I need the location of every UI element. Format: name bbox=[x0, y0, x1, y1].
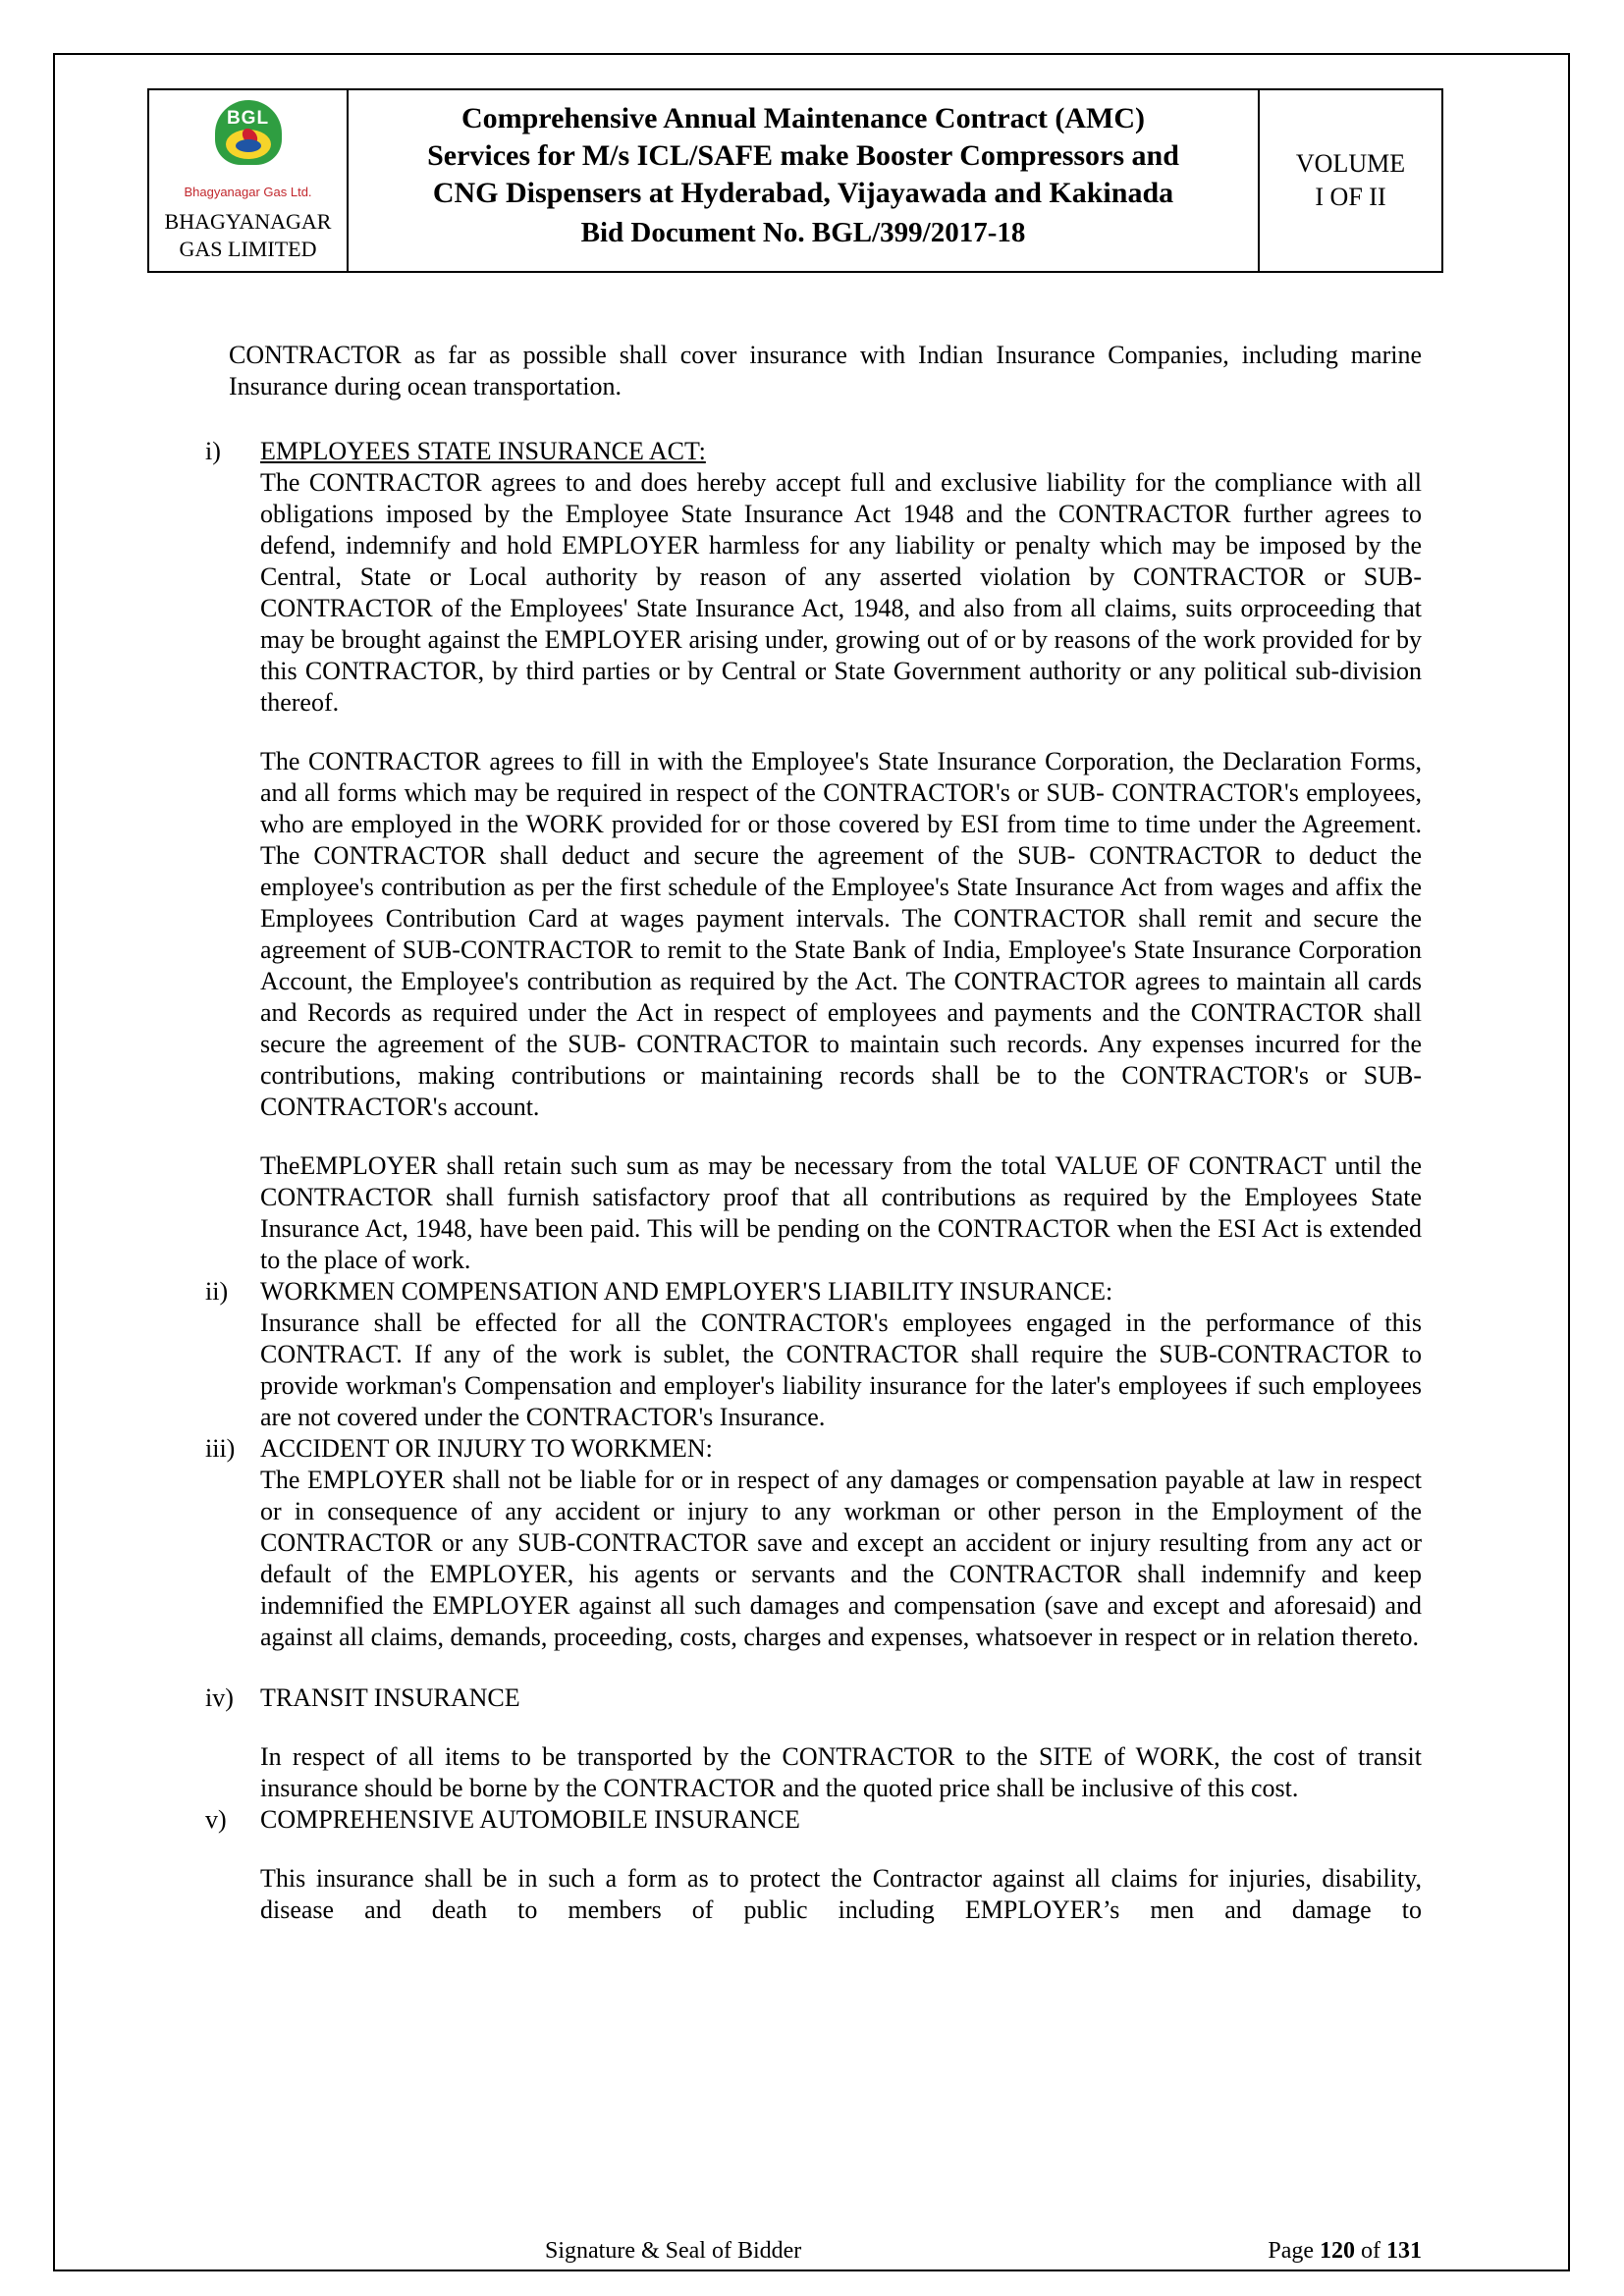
title-cell bbox=[349, 90, 1260, 271]
intro-paragraph: CONTRACTOR as far as possible shall cover insurance with Indian Insurance Companies, including marine Insurance during ocean transportation. bbox=[229, 341, 1422, 400]
section-number: iv) bbox=[205, 1683, 234, 1712]
company-name-line1: BHAGYANAGAR bbox=[164, 209, 332, 234]
section-paragraph: The CONTRACTOR agrees to and does hereby accept full and exclusive liability for the compliance with all obligations imposed by the Employee State Insurance Act 1948 and the CONTRACTOR further agrees to defend, indemnify and hold EMPLOYER harmless for any liability or penalty which may be imposed by the Central, State or Local authority by reason of any asserted violation by CONTRACTOR or SUB-CONTRACTOR of the Employees' State Insurance Act, 1948, and also from all claims, suits orproceeding that may be brought against the EMPLOYER arising under, growing out of or by reasons of the work provided for by this CONTRACTOR, by third parties or by Central or State Government authority or any political sub-division thereof. bbox=[260, 468, 1422, 717]
section-body bbox=[260, 1433, 1422, 1653]
footer-page-current: 120 bbox=[1320, 2238, 1355, 2264]
section-number: i) bbox=[205, 437, 221, 465]
logo-tagline: Bhagyanagar Gas Ltd. bbox=[184, 185, 312, 199]
section-paragraph: TheEMPLOYER shall retain such sum as may be necessary from the total VALUE OF CONTRACT until the CONTRACTOR shall furnish satisfactory proof that all contributions as required by the Employees State Insurance Act, 1948, have been paid. This will be pending on the CONTRACTOR when the ESI Act is extended to the place of work. bbox=[260, 1151, 1422, 1274]
bgl-logo bbox=[199, 100, 298, 183]
section-paragraph: Insurance shall be effected for all the CONTRACTOR's employees engaged in the performance of this CONTRACT. If any of the work is sublet, the CONTRACTOR shall require the SUB-CONTRACTOR to provide workman's Compensation and employer's liability insurance for the later's employees if such employees are not covered under the CONTRACTOR's Insurance. bbox=[260, 1308, 1422, 1431]
section-paragraph: The EMPLOYER shall not be liable for or in respect of any damages or compensation payable at law in respect or in consequence of any accident or injury to any workman or other person in the Employment of the CONTRACTOR or any SUB-CONTRACTOR save and except an accident or injury resulting from any act or default of the EMPLOYER, his agents or servants and the CONTRACTOR shall indemnify and keep indemnified the EMPLOYER against all such damages and compensation (save and except and aforesaid) and against all claims, demands, proceeding, costs, charges and expenses, whatsoever in respect or in relation thereto. bbox=[260, 1466, 1422, 1651]
document-title: Comprehensive Annual Maintenance Contract (AMC) Services for M/s ICL/SAFE make Booster Compressors and CNG Dispensers at Hyderabad, Vijayawada and Kakinada bbox=[427, 102, 1179, 209]
section-heading: COMPREHENSIVE AUTOMOBILE INSURANCE bbox=[260, 1805, 800, 1834]
bid-document-number: Bid Document No. BGL/399/2017-18 bbox=[580, 217, 1026, 248]
footer-page-connector: of bbox=[1361, 2238, 1380, 2264]
section-workmen-compensation bbox=[205, 1276, 1422, 1433]
section-transit-insurance bbox=[205, 1682, 1422, 1804]
section-heading: ACCIDENT OR INJURY TO WORKMEN: bbox=[260, 1434, 713, 1463]
company-name-line2: GAS LIMITED bbox=[179, 237, 317, 261]
section-heading: EMPLOYEES STATE INSURANCE ACT: bbox=[260, 437, 706, 465]
header-table bbox=[147, 88, 1443, 273]
footer-page-total: 131 bbox=[1386, 2238, 1422, 2264]
section-comprehensive-automobile-insurance bbox=[205, 1804, 1422, 1926]
section-heading: TRANSIT INSURANCE bbox=[260, 1683, 520, 1712]
section-paragraph: The CONTRACTOR agrees to fill in with the Employee's State Insurance Corporation, the Declaration Forms, and all forms which may be required in respect of the CONTRACTOR's or SUB- CONTRACTOR's employees, who are employed in the WORK provided for or those covered by ESI from time to time under the Agreement. The CONTRACTOR shall deduct and secure the agreement of the SUB- CONTRACTOR to deduct the employee's contribution as per the first schedule of the Employee's State Insurance Act from wages and affix the Employees Contribution Card at wages payment intervals. The CONTRACTOR shall remit and secure the agreement of SUB-CONTRACTOR to remit to the State Bank of India, Employee's State Insurance Corporation Account, the Employee's contribution as required by the Act. The CONTRACTOR agrees to maintain all cards and Records as required under the Act in respect of employees and payments and the CONTRACTOR shall secure the agreement of the SUB- CONTRACTOR to maintain such records. Any expenses incurred for the contributions, making contributions or maintaining records shall be to the CONTRACTOR's or SUB-CONTRACTOR's account. bbox=[260, 747, 1422, 1121]
volume-number: I OF II bbox=[1315, 183, 1386, 211]
section-heading: WORKMEN COMPENSATION AND EMPLOYER'S LIABILITY INSURANCE: bbox=[260, 1277, 1113, 1306]
logo-acronym: BGL bbox=[226, 108, 270, 129]
footer-page-prefix: Page bbox=[1268, 2238, 1314, 2264]
section-number: iii) bbox=[205, 1434, 236, 1463]
document-body bbox=[205, 340, 1422, 1926]
section-employees-state-insurance bbox=[205, 436, 1422, 1276]
section-paragraph: This insurance shall be in such a form as to protect the Contractor against all claims for injuries, disability, disease and death to members of public including EMPLOYER’s men and damage to bbox=[260, 1864, 1422, 1924]
section-body bbox=[260, 1682, 1422, 1804]
section-body bbox=[260, 1804, 1422, 1926]
logo-cell bbox=[149, 90, 349, 271]
section-body bbox=[260, 436, 1422, 1276]
footer-signature-label: Signature & Seal of Bidder bbox=[545, 2238, 802, 2264]
volume-cell bbox=[1260, 90, 1441, 271]
logo-flame-blue-shape bbox=[236, 139, 261, 152]
footer-page-number bbox=[1268, 2236, 1422, 2266]
volume-label: VOLUME bbox=[1295, 149, 1406, 178]
section-paragraph: In respect of all items to be transported by the CONTRACTOR to the SITE of WORK, the cost of transit insurance should be borne by the CONTRACTOR and the quoted price shall be inclusive of this cost. bbox=[260, 1742, 1422, 1802]
section-accident-or-injury bbox=[205, 1433, 1422, 1653]
company-name bbox=[155, 208, 341, 263]
section-number: ii) bbox=[205, 1277, 229, 1306]
section-body bbox=[260, 1276, 1422, 1433]
section-number: v) bbox=[205, 1805, 227, 1834]
